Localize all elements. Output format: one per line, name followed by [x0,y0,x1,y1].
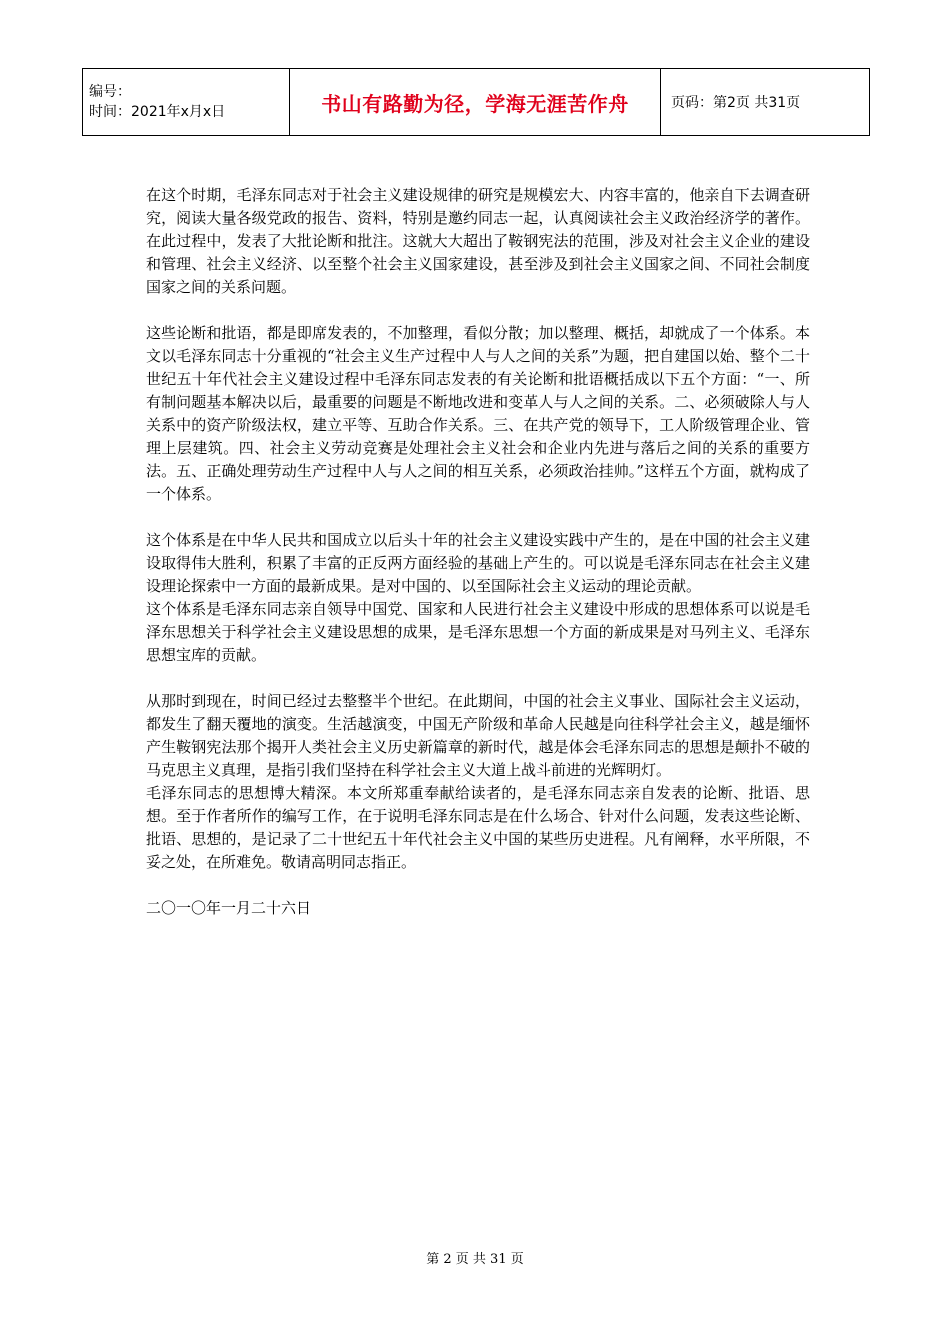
header-motto-cell [290,69,661,136]
paragraph: 从那时到现在，时间已经过去整整半个世纪。在此期间，中国的社会主义事业、国际社会主义运动，都发生了翻天覆地的演变。生活越演变，中国无产阶级和革命人民越是向往科学社会主义，越是缅怀产生鞍钢宪法那个揭开人类社会主义历史新篇章的新时代，越是体会毛泽东同志的思想是颠扑不破的马克思主义真理，是指引我们坚持在科学社会主义大道上战斗前进的光辉明灯。 [146,692,810,779]
document-date-signature: 二〇一〇年一月二十六日 [146,899,312,917]
document-body [146,184,810,920]
document-date-label: 时间：2021年x月x日 [89,104,226,120]
header-motto: 书山有路勤为径，学海无涯苦作舟 [321,91,629,116]
page-footer: 第 2 页 共 31 页 [426,1252,524,1267]
header-meta-cell [83,69,290,136]
paragraph: 毛泽东同志的思想博大精深。本文所郑重奉献给读者的，是毛泽东同志亲自发表的论断、批语、思想。至于作者所作的编写工作，在于说明毛泽东同志是在什么场合、针对什么问题，发表这些论断、批语、思想的，是记录了二十世纪五十年代社会主义中国的某些历史进程。凡有阐释，水平所限，不妥之处，在所难免。敬请高明同志指正。 [146,784,810,871]
document-header [82,68,870,136]
paragraph: 这些论断和批语，都是即席发表的，不加整理，看似分散；加以整理、概括，却就成了一个体系。本文以毛泽东同志十分重视的“社会主义生产过程中人与人之间的关系”为题，把自建国以始、整个二十世纪五十年代社会主义建设过程中毛泽东同志发表的有关论断和批语概括成以下五个方面：“一、所有制问题基本解决以后，最重要的问题是不断地改进和变革人与人之间的关系。二、必须破除人与人关系中的资产阶级法权，建立平等、互助合作关系。三、在共产党的领导下，工人阶级管理企业、管理上层建筑。四、社会主义劳动竞赛是处理社会主义社会和企业内先进与落后之间的关系的重要方法。五、正确处理劳动生产过程中人与人之间的相互关系，必须政治挂帅。”这样五个方面，就构成了一个体系。 [146,324,810,503]
document-number-label: 编号： [89,84,131,100]
header-page-cell [661,69,870,136]
paragraph: 这个体系是在中华人民共和国成立以后头十年的社会主义建设实践中产生的，是在中国的社会主义建设取得伟大胜利，积累了丰富的正反两方面经验的基础上产生的。可以说是毛泽东同志在社会主义建设理论探索中一方面的最新成果。是对中国的、以至国际社会主义运动的理论贡献。 [146,531,810,595]
paragraph: 这个体系是毛泽东同志亲自领导中国党、国家和人民进行社会主义建设中形成的思想体系可以说是毛泽东思想关于科学社会主义建设思想的成果，是毛泽东思想一个方面的新成果是对马列主义、毛泽东思想宝库的贡献。 [146,600,810,664]
header-page-label: 页码：第2页 共31页 [671,95,801,111]
paragraph: 在这个时期，毛泽东同志对于社会主义建设规律的研究是规模宏大、内容丰富的，他亲自下去调查研究，阅读大量各级党政的报告、资料，特别是邀约同志一起，认真阅读社会主义政治经济学的著作。在此过程中，发表了大批论断和批注。这就大大超出了鞍钢宪法的范围，涉及对社会主义企业的建设和管理、社会主义经济、以至整个社会主义国家建设，甚至涉及到社会主义国家之间、不同社会制度国家之间的关系问题。 [146,186,810,296]
